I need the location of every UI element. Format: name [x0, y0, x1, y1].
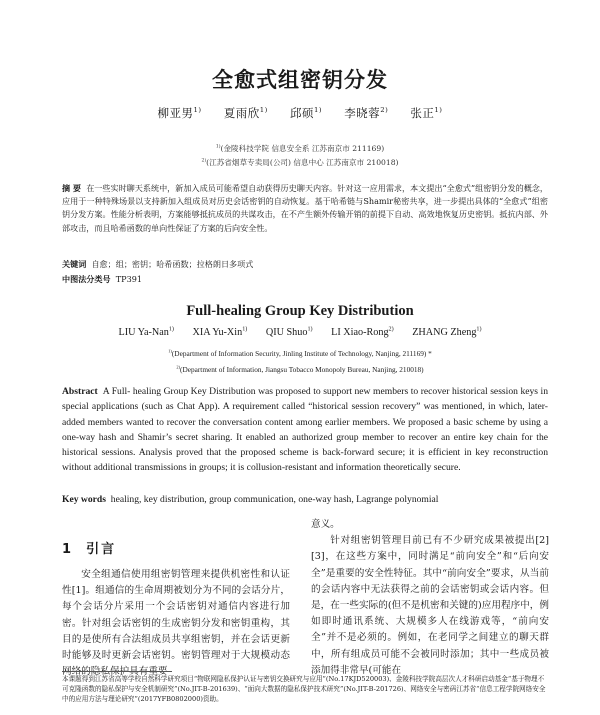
abstract-cn [62, 182, 548, 235]
paper-title-en: Full-healing Group Key Distribution [186, 303, 414, 319]
body-right-continuation: 意义。 [311, 519, 340, 530]
keywords-cn [62, 259, 548, 270]
body-left-column: 安全组通信使用组密钥管理来提供机密性和认证性[1]。组通信的生命周期被划分为不同的会话分片，每个会话分片采用一个会话密钥对通信内容进行加密。针对组会话密钥的生成密钥分发和密钥重构，其目的是使所有合法组成员共享组密钥，并在会话更新时能够及时更新会话密钥。密钥管理对于大规模动态网络的隐私保护具有重要 [62, 569, 290, 678]
affiliation-cn-1: $^{1)}$(金陵科技学院 信息安全系 江苏南京市 211169) [215, 144, 385, 153]
abstract-en-text: A Full- healing Group Key Distribution was proposed to support new members to recover historical session keys in special applications (such as Chat App). A requirement called “historical session recovery” was mentioned, in which, later-added members wanted to recover the conversation content among earlier members. We proposed a basic scheme by using a one-way hash and Shamir’s secret sharing. It enabled an authorized group member to recover an entire key chain for the historical sessions. Analysis proved that the proposed scheme is back-forward secure; it is efficient in key reconstruction without additional transmissions in groups; it is collusion-resistant and information theoretically secure. [62, 386, 549, 474]
author-cn: 张正$^{1)}$ [410, 106, 443, 120]
author-list-cn [0, 105, 600, 121]
author-en: QIU Shuo$^{1)}$ [265, 326, 313, 338]
author-list-en [0, 327, 600, 338]
clc-value: TP391 [115, 274, 143, 284]
section-heading [62, 538, 116, 557]
author-cn: 柳亚男$^{1)}$ [157, 106, 202, 120]
author-cn: 夏雨欣$^{1)}$ [223, 106, 268, 120]
clc-label: 中图法分类号 [62, 274, 111, 284]
clc-number-cn [62, 274, 548, 285]
author-en: LI Xiao-Rong$^{2)}$ [331, 326, 394, 338]
author-en: LIU Ya-Nan$^{1)}$ [118, 326, 174, 338]
abstract-cn-text: 在一些实时聊天系统中，新加入成员可能希望自动获得历史聊天内容。针对这一应用需求，本文提出“全愈式”组密钥分发的概念，应用于一种特殊场景以支持新加入组成员对历史会话密钥的自动恢复。基于哈希链与Shamir秘密共享，进一步提出具体的“全愈式”组密钥分发方案。性能分析表明，方案能够抵抗成员的共谋攻击，在不产生额外传输开销的前提下自动、高效地恢复历史密钥。抵抗内部、外部攻击，而且哈希函数的单向性保证了方案的后向安全性。 [62, 183, 548, 233]
paper-title-cn: 全愈式组密钥分发 [212, 68, 388, 92]
author-en: XIA Yu-Xin$^{1)}$ [192, 326, 248, 338]
author-en: ZHANG Zheng$^{1)}$ [412, 326, 482, 338]
affiliation-en-2: $^{2)}$(Department of Information, Jiangsu Tobacco Monopoly Bureau, Nanjing, 210018) [176, 364, 424, 374]
section-number: 1 [62, 542, 74, 557]
abstract-en-label: Abstract [62, 386, 98, 397]
affiliation-cn-2: $^{2)}$(江苏省烟草专卖局(公司) 信息中心 江苏南京市 210018) [201, 158, 399, 167]
keywords-cn-label: 关键词 [62, 259, 87, 269]
author-cn: 邱硕$^{1)}$ [289, 106, 323, 120]
keywords-cn-text: 自愈；组；密钥；哈希函数；拉格朗日多项式 [91, 259, 254, 269]
body-right-paragraph: 针对组密钥管理目前已有不少研究成果被提出[2][3]，在这些方案中，同时满足“前向安全”和“后向安全”是重要的安全性特征。其中“前向安全”要求，从当前的会话内容中无法获得之前的会话密钥或会话内容。但是，在一些实际的(但不是机密和关键的)应用程序中，例如即时通讯系统、大规模多人在线游戏等，“前向安全”并不是必须的。例如，在老同学之间建立的聊天群中，所有组成员可能不会被同时添加；其中一些成员被添加得非常早(可能在 [311, 535, 549, 676]
abstract-cn-label: 摘 要 [62, 183, 82, 193]
footnote-rule [62, 671, 172, 672]
body-right-column [311, 517, 549, 679]
section-title: 引言 [86, 542, 117, 557]
abstract-en [62, 384, 548, 476]
keywords-en-label: Key words [62, 494, 106, 505]
keywords-en-text: healing, key distribution, group communication, one-way hash, Lagrange polynomial [110, 494, 439, 505]
affiliation-en-1: $^{1)}$(Department of Information Security, Jinling Institute of Technology, Nanjing, 211169) * [168, 348, 432, 358]
keywords-en [62, 494, 548, 505]
author-cn: 李晓蓉$^{2)}$ [344, 106, 389, 120]
funding-footnote: 本课题得到江苏省高等学校自然科学研究项目“物联网隐私保护认证与密钥交换研究与应用”(No.17KJD520003)、金陵科技学院高层次人才科研启动基金“基于物理不可克隆函数的隐私保护与安全机制研究”(No.JIT-B-201639)、“面向大数据的隐私保护技术研究”(No.JIT-B-201726)、网络安全与密码江苏省“信息工程学院网络安全中的应用方法与理论研究”(2017YFB0802000)资助。 [62, 675, 546, 703]
